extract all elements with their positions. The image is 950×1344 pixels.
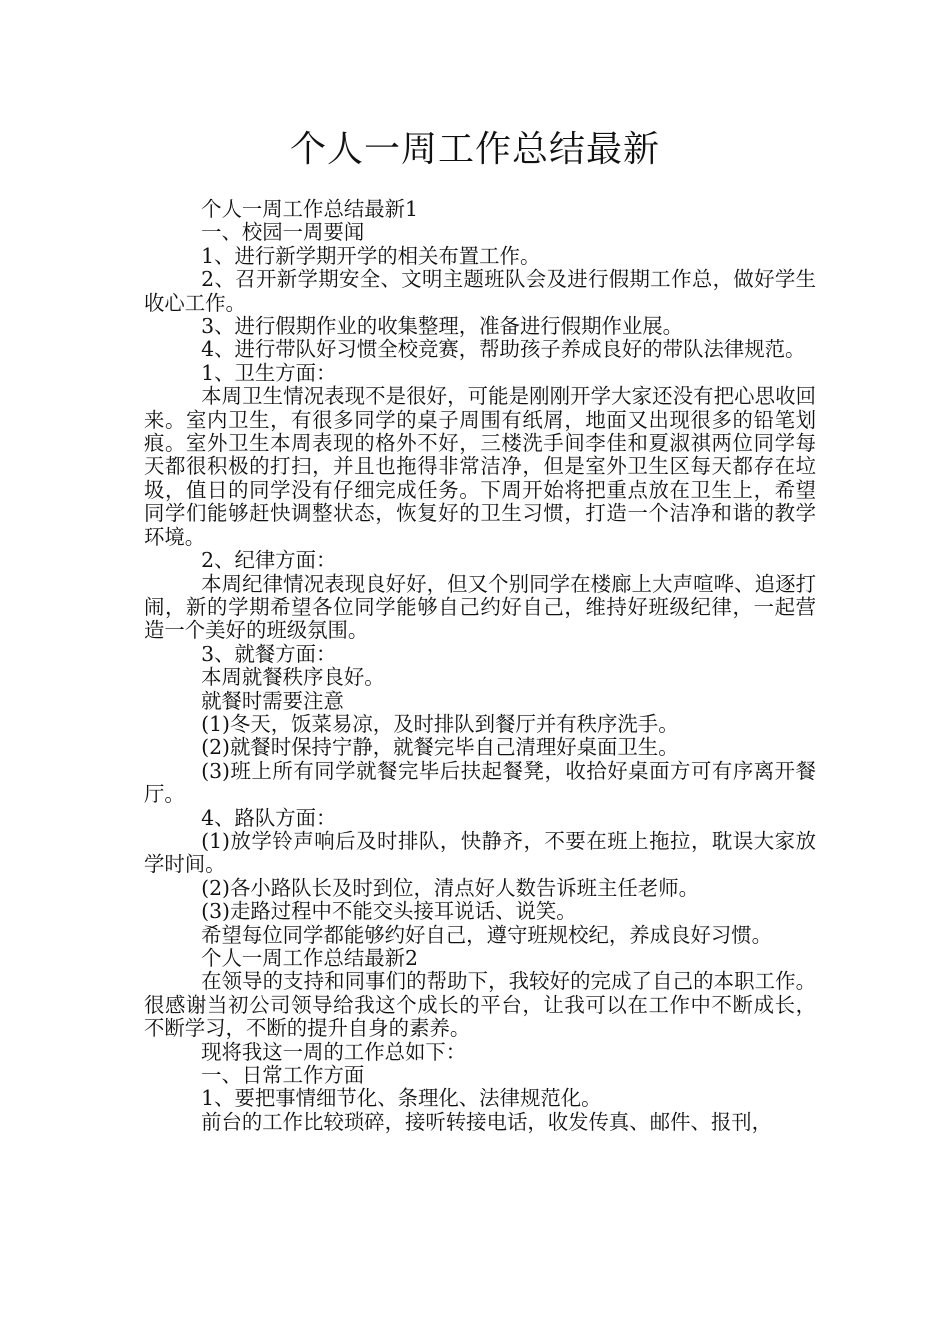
paragraph: 本周卫生情况表现不是很好，可能是刚刚开学大家还没有把心思收回来。室内卫生，有很多同学的桌子周围有纸屑，地面又出现很多的铅笔划痕。室外卫生本周表现的格外不好，三楼洗手间李佳和夏淑祺两位同学每天都很积极的打扫，并且也拖得非常洁净，但是室外卫生区每天都存在垃圾，值日的同学没有仔细完成任务。下周开始将把重点放在卫生上，希望同学们能够赶快调整状态，恢复好的卫生习惯，打造一个洁净和谐的教学环境。 <box>144 384 816 549</box>
paragraph: 2、纪律方面： <box>201 548 337 573</box>
paragraph: 3、就餐方面： <box>201 641 337 666</box>
paragraph: 个人一周工作总结最新2 <box>201 946 418 970</box>
paragraph: 一、日常工作方面 <box>201 1063 365 1088</box>
paragraph: 4、进行带队好习惯全校竞赛，帮助孩子养成良好的带队法律规范。 <box>201 337 806 362</box>
paragraph: (1)放学铃声响后及时排队，快静齐，不要在班上拖拉，耽误大家放学时间。 <box>144 828 816 877</box>
paragraph: (3)班上所有同学就餐完毕后扶起餐凳，收拾好桌面方可有序离开餐厅。 <box>144 758 816 807</box>
document-body <box>144 198 816 1134</box>
paragraph: 本周就餐秩序良好。 <box>201 665 385 690</box>
paragraph: 个人一周工作总结最新1 <box>201 197 418 221</box>
paragraph: 现将我这一周的工作总如下： <box>201 1039 467 1064</box>
paragraph: (3)走路过程中不能交头接耳说话、说笑。 <box>201 899 577 924</box>
paragraph: 希望每位同学都能够约好自己，遵守班规校纪，养成良好习惯。 <box>201 922 773 947</box>
paragraph: 1、进行新学期开学的相关布置工作。 <box>201 243 541 268</box>
paragraph: 就餐时需要注意 <box>201 688 344 713</box>
paragraph: 1、要把事情细节化、条理化、法律规范化。 <box>201 1086 602 1111</box>
paragraph: (1)冬天，饭菜易凉，及时排队到餐厅并有秩序洗手。 <box>201 711 679 736</box>
paragraph: 本周纪律情况表现良好好，但又个别同学在楼廊上大声喧哗、追逐打闹，新的学期希望各位同学能够自己约好自己，维持好班级纪律，一起营造一个美好的班级氛围。 <box>144 571 816 643</box>
paragraph: (2)各小路队长及时到位，清点好人数告诉班主任老师。 <box>201 875 699 900</box>
paragraph: 2、召开新学期安全、文明主题班队会及进行假期工作总，做好学生收心工作。 <box>144 267 816 315</box>
paragraph: 4、路队方面： <box>201 805 337 830</box>
paragraph: 1、卫生方面： <box>201 360 337 385</box>
paragraph: 在领导的支持和同事们的帮助下，我较好的完成了自己的本职工作。很感谢当初公司领导给我这个成长的平台，让我可以在工作中不断成长，不断学习，不断的提升自身的素养。 <box>144 969 816 1041</box>
paragraph: 前台的工作比较琐碎，接听转接电话，收发传真、邮件、报刊， <box>201 1109 773 1134</box>
paragraph: (2)就餐时保持宁静，就餐完毕自己清理好桌面卫生。 <box>201 735 679 760</box>
document-title: 个人一周工作总结最新 <box>289 129 660 170</box>
paragraph: 3、进行假期作业的收集整理，准备进行假期作业展。 <box>201 314 684 339</box>
paragraph: 一、校园一周要闻 <box>201 220 365 245</box>
